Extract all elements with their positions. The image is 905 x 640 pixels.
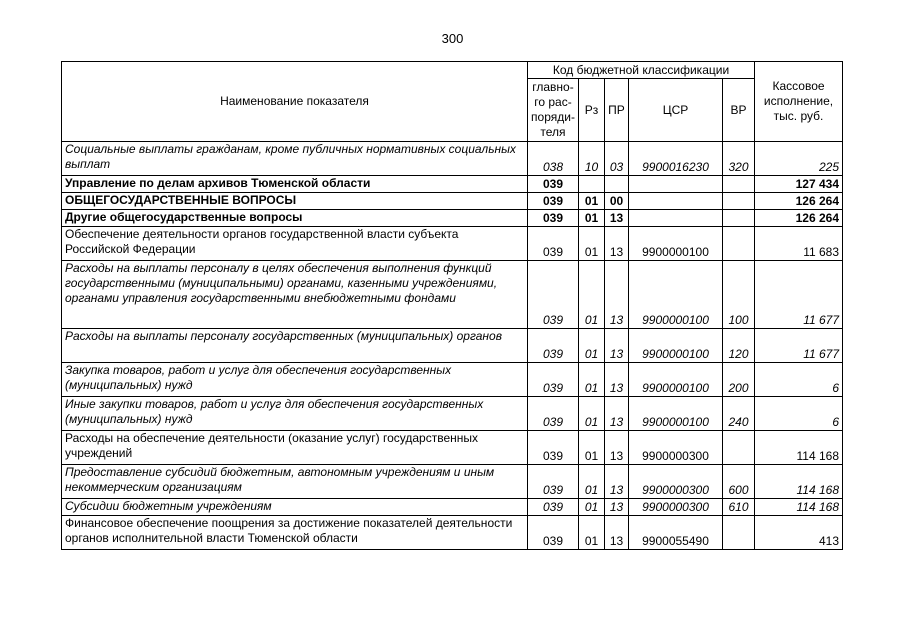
cell-name: Финансовое обеспечение поощрения за достижение показателей деятельности органов исполнительной власти Тюменской области — [62, 516, 528, 550]
cell-csr: 9900000300 — [629, 465, 723, 499]
table-row — [62, 397, 843, 431]
cell-name: Расходы на выплаты персоналу государственных (муниципальных) органов — [62, 329, 528, 363]
cell-rz: 01 — [579, 516, 605, 550]
cell-pr — [605, 176, 629, 193]
header-glav: главно-го рас-поряди-теля — [528, 79, 579, 142]
cell-vr: 100 — [723, 261, 755, 329]
cell-rz: 01 — [579, 499, 605, 516]
page-number: 300 — [441, 31, 464, 46]
cell-glav: 038 — [528, 142, 579, 176]
cell-pr: 13 — [605, 465, 629, 499]
cell-rz — [579, 176, 605, 193]
cell-glav: 039 — [528, 431, 579, 465]
cell-total: 126 264 — [755, 210, 843, 227]
table-row — [62, 227, 843, 261]
table-row — [62, 431, 843, 465]
cell-pr: 13 — [605, 499, 629, 516]
cell-pr: 13 — [605, 261, 629, 329]
cell-glav: 039 — [528, 193, 579, 210]
cell-vr: 600 — [723, 465, 755, 499]
table-row — [62, 329, 843, 363]
budget-table — [61, 61, 843, 550]
cell-rz: 01 — [579, 397, 605, 431]
cell-total: 114 168 — [755, 499, 843, 516]
cell-glav: 039 — [528, 465, 579, 499]
cell-pr: 03 — [605, 142, 629, 176]
cell-rz: 01 — [579, 329, 605, 363]
cell-pr: 00 — [605, 193, 629, 210]
cell-csr: 9900000100 — [629, 397, 723, 431]
cell-total: 6 — [755, 363, 843, 397]
cell-total: 11 677 — [755, 329, 843, 363]
header-pr: ПР — [605, 79, 629, 142]
cell-pr: 13 — [605, 329, 629, 363]
cell-name: Расходы на обеспечение деятельности (оказание услуг) государственных учреждений — [62, 431, 528, 465]
cell-total: 225 — [755, 142, 843, 176]
cell-rz: 01 — [579, 363, 605, 397]
cell-csr: 9900055490 — [629, 516, 723, 550]
cell-vr — [723, 516, 755, 550]
cell-vr: 610 — [723, 499, 755, 516]
cell-pr: 13 — [605, 363, 629, 397]
cell-vr: 240 — [723, 397, 755, 431]
cell-rz: 01 — [579, 227, 605, 261]
table-row — [62, 363, 843, 397]
header-total: Кассовое исполнение, тыс. руб. — [755, 62, 843, 142]
cell-name: Управление по делам архивов Тюменской области — [62, 176, 528, 193]
cell-vr — [723, 193, 755, 210]
cell-csr: 9900016230 — [629, 142, 723, 176]
cell-rz: 01 — [579, 261, 605, 329]
cell-glav: 039 — [528, 176, 579, 193]
cell-name: Расходы на выплаты персоналу в целях обеспечения выполнения функций государственными (муниципальными) органами, казенными учреждениями, органами управления государственными внебюджетными фондами — [62, 261, 528, 329]
cell-csr: 9900000100 — [629, 227, 723, 261]
table-row — [62, 465, 843, 499]
cell-pr: 13 — [605, 431, 629, 465]
cell-name: Обеспечение деятельности органов государственной власти субъекта Российской Федерации — [62, 227, 528, 261]
cell-total: 126 264 — [755, 193, 843, 210]
cell-total: 6 — [755, 397, 843, 431]
cell-glav: 039 — [528, 210, 579, 227]
cell-total: 413 — [755, 516, 843, 550]
cell-glav: 039 — [528, 516, 579, 550]
cell-vr: 120 — [723, 329, 755, 363]
table-row — [62, 261, 843, 329]
header-classification-group: Код бюджетной классификации — [528, 62, 755, 79]
cell-total: 11 683 — [755, 227, 843, 261]
cell-glav: 039 — [528, 363, 579, 397]
cell-vr: 200 — [723, 363, 755, 397]
cell-glav: 039 — [528, 329, 579, 363]
cell-pr: 13 — [605, 516, 629, 550]
cell-pr: 13 — [605, 227, 629, 261]
cell-vr — [723, 176, 755, 193]
cell-rz: 10 — [579, 142, 605, 176]
cell-csr: 9900000300 — [629, 499, 723, 516]
cell-name: Другие общегосударственные вопросы — [62, 210, 528, 227]
cell-csr: 9900000100 — [629, 329, 723, 363]
table-row — [62, 516, 843, 550]
table-row — [62, 142, 843, 176]
cell-name: Социальные выплаты гражданам, кроме публичных нормативных социальных выплат — [62, 142, 528, 176]
cell-total: 127 434 — [755, 176, 843, 193]
cell-vr: 320 — [723, 142, 755, 176]
cell-rz: 01 — [579, 193, 605, 210]
cell-glav: 039 — [528, 397, 579, 431]
cell-glav: 039 — [528, 227, 579, 261]
cell-rz: 01 — [579, 210, 605, 227]
table-row — [62, 210, 843, 227]
cell-name: Предоставление субсидий бюджетным, автономным учреждениям и иным некоммерческим организациям — [62, 465, 528, 499]
header-vr: ВР — [723, 79, 755, 142]
table-header — [62, 62, 843, 142]
header-csr: ЦСР — [629, 79, 723, 142]
cell-name: Субсидии бюджетным учреждениям — [62, 499, 528, 516]
cell-name: Закупка товаров, работ и услуг для обеспечения государственных (муниципальных) нужд — [62, 363, 528, 397]
cell-csr — [629, 193, 723, 210]
cell-csr: 9900000100 — [629, 363, 723, 397]
header-name: Наименование показателя — [62, 62, 528, 142]
cell-csr — [629, 176, 723, 193]
cell-name: Иные закупки товаров, работ и услуг для обеспечения государственных (муниципальных) нужд — [62, 397, 528, 431]
table-row — [62, 176, 843, 193]
cell-name: ОБЩЕГОСУДАРСТВЕННЫЕ ВОПРОСЫ — [62, 193, 528, 210]
cell-csr: 9900000300 — [629, 431, 723, 465]
cell-csr — [629, 210, 723, 227]
cell-total: 11 677 — [755, 261, 843, 329]
table-body — [62, 142, 843, 550]
cell-glav: 039 — [528, 261, 579, 329]
cell-pr: 13 — [605, 397, 629, 431]
cell-rz: 01 — [579, 431, 605, 465]
table-row — [62, 193, 843, 210]
cell-rz: 01 — [579, 465, 605, 499]
cell-pr: 13 — [605, 210, 629, 227]
cell-glav: 039 — [528, 499, 579, 516]
cell-vr — [723, 210, 755, 227]
header-rz: Рз — [579, 79, 605, 142]
cell-vr — [723, 431, 755, 465]
cell-total: 114 168 — [755, 431, 843, 465]
cell-vr — [723, 227, 755, 261]
cell-total: 114 168 — [755, 465, 843, 499]
table-row — [62, 499, 843, 516]
cell-csr: 9900000100 — [629, 261, 723, 329]
